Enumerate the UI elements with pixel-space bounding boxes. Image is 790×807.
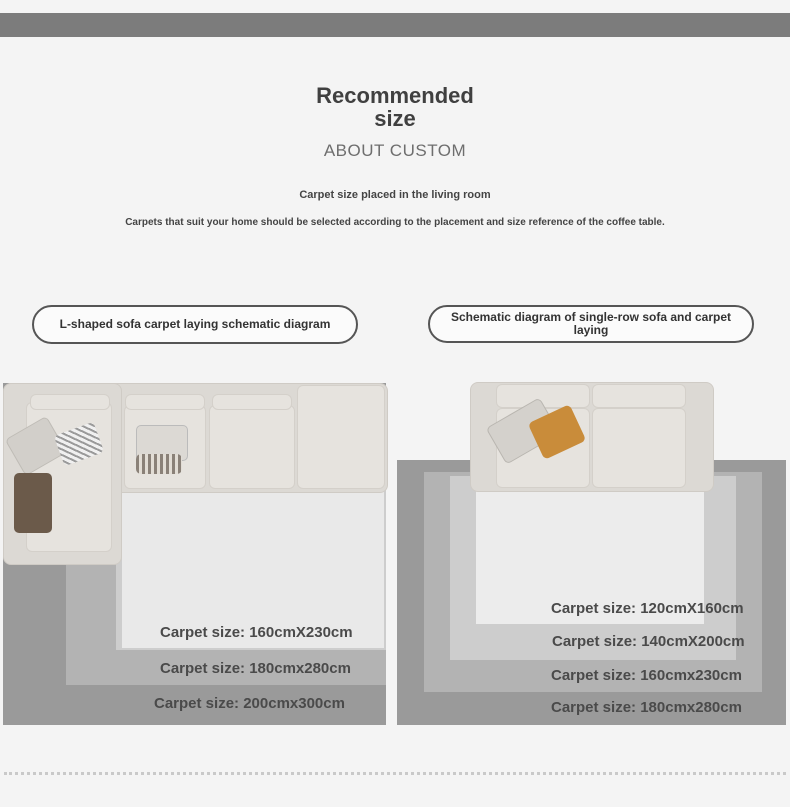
size-label-160x230: Carpet size: 160cmx230cm [551, 667, 742, 684]
section-heading: Carpet size placed in the living room [299, 189, 491, 201]
back-cushion [592, 384, 686, 408]
section-description: Carpets that suit your home should be selected according to the placement and size reference of the coffee table. [125, 217, 665, 228]
page-title: Recommended size [316, 83, 474, 131]
size-label-180x280: Carpet size: 180cmx280cm [551, 699, 742, 716]
page-subtitle: ABOUT CUSTOM [323, 141, 467, 160]
top-banner-bar [0, 13, 790, 37]
l-shaped-caption-text: L-shaped sofa carpet laying schematic diagram [59, 317, 331, 331]
size-label-120x160: Carpet size: 120cmX160cm [551, 600, 744, 617]
back-cushion [30, 394, 110, 410]
pillow-patterned [136, 454, 182, 474]
size-label-180x280: Carpet size: 180cmx280cm [160, 660, 351, 677]
size-label-140x200: Carpet size: 140cmX200cm [552, 633, 745, 650]
seat-cushion [297, 385, 385, 489]
pillow-brown [14, 473, 52, 533]
single-row-caption-text: Schematic diagram of single-row sofa and carpet laying [450, 310, 732, 337]
back-cushion [212, 394, 292, 410]
back-cushion [125, 394, 205, 410]
section-divider [4, 772, 786, 775]
seat-cushion [592, 408, 686, 488]
size-label-200x300: Carpet size: 200cmx300cm [154, 695, 345, 712]
size-label-160x230: Carpet size: 160cmX230cm [160, 624, 353, 641]
l-shaped-caption [32, 305, 358, 344]
single-row-caption [428, 305, 754, 343]
seat-cushion [209, 405, 295, 489]
